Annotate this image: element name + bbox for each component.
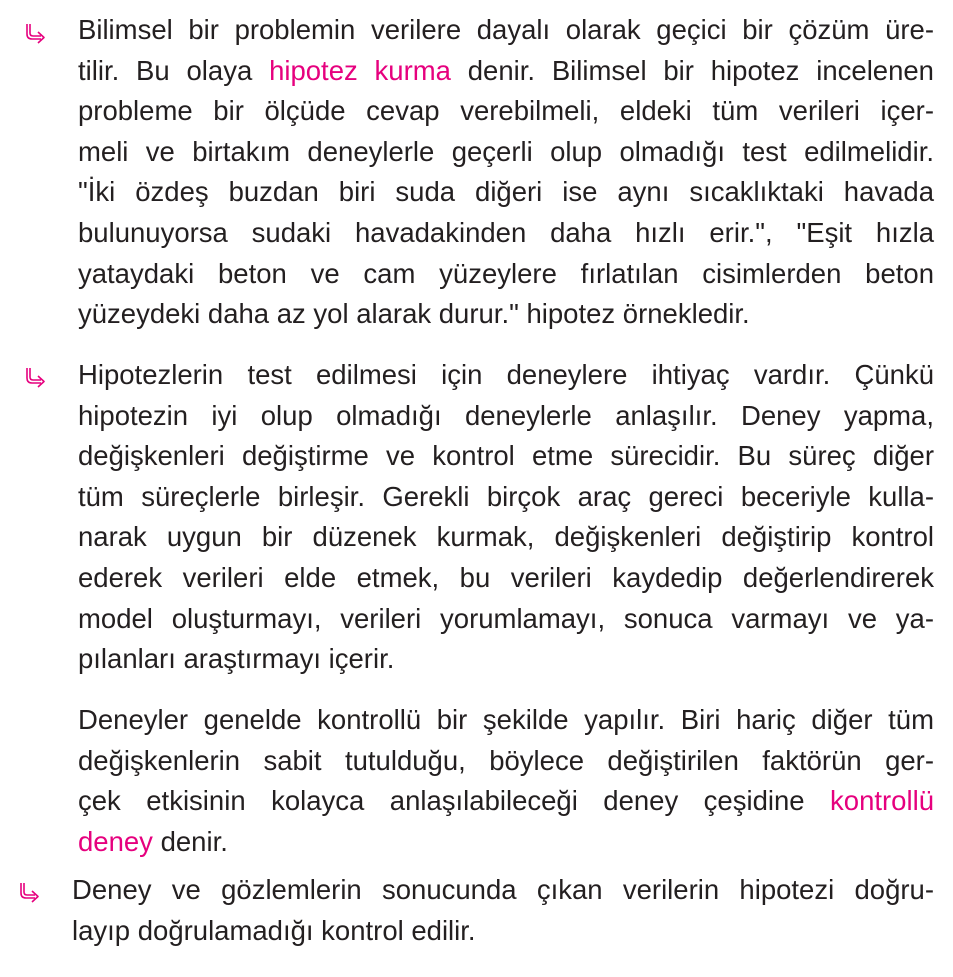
text-run: denir. Bilimsel bir hipotez incelenen <box>450 54 934 86</box>
text-run: Deney ve gözlemlerin sonucunda çıkan verilerin hipotezi doğru- <box>72 874 934 905</box>
text-run: yüzeydeki daha az yol alarak durur." hipotez örnekledir. <box>78 298 750 330</box>
text-line <box>78 517 934 558</box>
highlighted-term: kontrollü <box>830 785 934 817</box>
hooked-arrow-icon <box>18 881 40 907</box>
text-run: Bilimsel bir problemin verilere dayalı olarak geçici bir çözüm üre- <box>78 14 934 45</box>
paragraph-3 <box>78 700 934 862</box>
text-run: hipotezin iyi olup olmadığı deneylerle anlaşılır. Deney yapma, <box>78 399 934 431</box>
text-line <box>78 599 934 640</box>
paragraph-1 <box>78 10 934 335</box>
text-run: pılanları araştırmayı içerir. <box>78 643 395 675</box>
text-run: layıp doğrulamadığı kontrol edilir. <box>72 914 476 946</box>
text-line <box>78 700 934 741</box>
text-line <box>78 477 934 518</box>
text-run: bulunuyorsa sudaki havadakinden daha hızlı erir.", "Eşit hızla <box>78 216 934 248</box>
text-line <box>78 741 934 782</box>
paragraph-4 <box>72 870 934 951</box>
text-line <box>78 294 934 335</box>
text-run: tilir. Bu olaya <box>78 54 270 86</box>
text-line <box>78 91 934 132</box>
text-run: yataydaki beton ve cam yüzeylere fırlatılan cisimlerden beton <box>78 257 934 289</box>
text-line <box>72 870 934 911</box>
text-run: probleme bir ölçüde cevap verebilmeli, eldeki tüm verileri içer- <box>78 95 934 127</box>
highlighted-term: deney <box>78 825 153 857</box>
hooked-arrow-icon <box>24 366 46 392</box>
text-run: değişkenleri değiştirme ve kontrol etme sürecidir. Bu süreç diğer <box>78 440 934 472</box>
text-line <box>78 10 934 51</box>
text-line <box>78 132 934 173</box>
text-run: model oluşturmayı, verileri yorumlamayı, sonuca varmayı ve ya- <box>78 602 934 634</box>
text-run: Hipotezlerin test edilmesi için deneylere ihtiyaç vardır. Çünkü <box>78 359 934 390</box>
text-run: narak uygun bir düzenek kurmak, değişkenleri değiştirip kontrol <box>78 521 934 553</box>
text-line <box>78 639 934 680</box>
hooked-arrow-icon <box>24 22 46 48</box>
text-run: tüm süreçlerle birleşir. Gerekli birçok araç gereci beceriyle kulla- <box>78 480 934 512</box>
text-line <box>78 254 934 295</box>
text-line <box>78 436 934 477</box>
text-run: denir. <box>152 825 228 857</box>
text-line <box>78 51 934 92</box>
text-run: çek etkisinin kolayca anlaşılabileceği deney çeşidine <box>78 785 831 817</box>
text-line <box>78 355 934 396</box>
text-line <box>78 822 934 863</box>
text-line <box>72 911 934 952</box>
text-line <box>78 558 934 599</box>
paragraph-2 <box>78 355 934 680</box>
text-run: Deneyler genelde kontrollü bir şekilde yapılır. Biri hariç diğer tüm <box>78 704 934 735</box>
text-run: "İki özdeş buzdan biri suda diğeri ise aynı sıcaklıktaki havada <box>78 176 934 208</box>
text-line <box>78 172 934 213</box>
text-line <box>78 396 934 437</box>
text-run: meli ve birtakım deneylerle geçerli olup olmadığı test edilmelidir. <box>78 135 934 167</box>
text-run: ederek verileri elde etmek, bu verileri kaydedip değerlendirerek <box>78 561 934 593</box>
highlighted-term: hipotez kurma <box>269 54 451 86</box>
text-line <box>78 213 934 254</box>
text-line <box>78 781 934 822</box>
text-run: değişkenlerin sabit tutulduğu, böylece değiştirilen faktörün ger- <box>78 744 934 776</box>
